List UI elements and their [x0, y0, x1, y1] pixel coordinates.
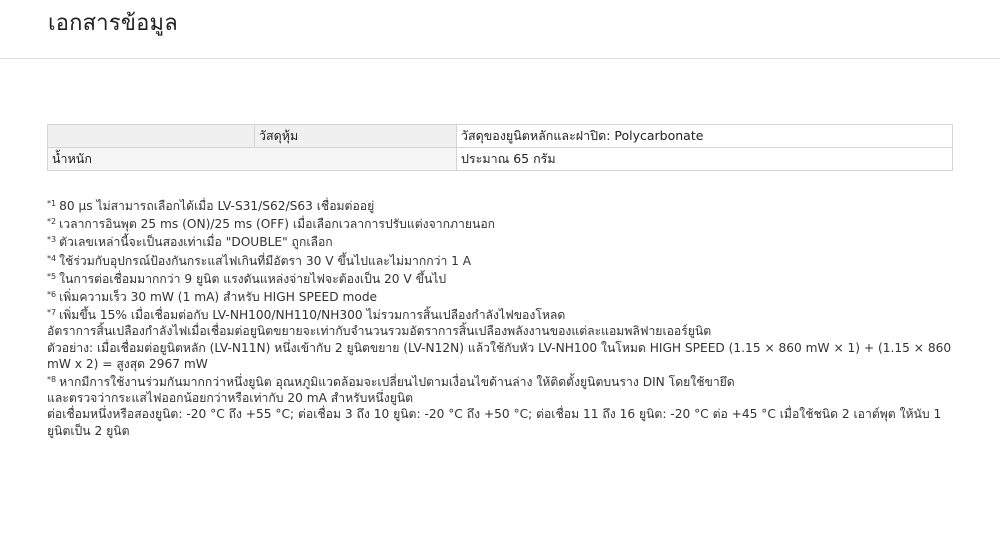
footnote-marker: *4 — [47, 253, 57, 263]
footnote-marker: *1 — [47, 199, 57, 208]
footnote-text: เวลาการอินพุต 25 ms (ON)/25 ms (OFF) เมื่อเลือกเวลาการปรับแต่งจากภายนอก — [59, 217, 496, 232]
footnote-text: อัตราการสิ้นเปลืองกำลังไฟเมื่อเชื่อมต่อยูนิตขยายจะเท่ากับจำนวนรวมอัตราการสิ้นเปลืองพลังงานของแต่ละแอมพลิฟายเออร์ยูนิต — [47, 324, 712, 339]
footnote — [47, 287, 953, 305]
footnote-text: ในการต่อเชื่อมมากกว่า 9 ยูนิต แรงดันแหล่งจ่ายไฟจะต้องเป็น 20 V ขึ้นไป — [59, 271, 447, 286]
footnote — [47, 251, 953, 269]
footnote — [47, 305, 953, 323]
footnote-text: 80 µs ไม่สามารถเลือกได้เมื่อ LV-S31/S62/S63 เชื่อมต่ออยู่ — [59, 199, 375, 213]
footnote-text: ตัวอย่าง: เมื่อเชื่อมต่อยูนิตหลัก (LV-N11N) หนึ่งเข้ากับ 2 ยูนิตขยาย (LV-N12N) แล้วใช้กับหัว LV-NH100 ในโหมด HIGH SPEED (1.15 × 860 mW × 1) + (1.15 × 860 mW x 2) = สูงสุด 2967 mW — [47, 340, 952, 371]
footnote-continuation — [47, 323, 953, 339]
spec-value: ประมาณ 65 กรัม — [457, 148, 953, 171]
footnote — [47, 196, 953, 214]
title-divider — [0, 58, 1000, 59]
footnote-marker: *2 — [47, 217, 57, 227]
spec-value: วัสดุของยูนิตหลักและฝาปิด: Polycarbonate — [457, 125, 953, 148]
footnote-marker: *8 — [47, 375, 57, 385]
footnote-text: ใช้ร่วมกับอุปกรณ์ป้องกันกระแสไฟเกินที่มีอัตรา 30 V ขึ้นไปและไม่มากกว่า 1 A — [59, 253, 472, 268]
footnote-marker: *7 — [47, 308, 57, 318]
footnote-continuation — [47, 340, 953, 372]
spec-table — [47, 124, 953, 171]
page-title: เอกสารข้อมูล — [48, 11, 178, 36]
footnote-text: เพิ่มขึ้น 15% เมื่อเชื่อมต่อกับ LV-NH100/NH110/NH300 ไม่รวมการสิ้นเปลืองกำลังไฟของโหลด — [59, 308, 566, 323]
table-row — [48, 125, 953, 148]
footnote-marker: *5 — [47, 271, 57, 281]
spec-sublabel: วัสดุหุ้ม — [255, 125, 457, 148]
footnote-continuation — [47, 390, 953, 406]
footnote-text: เพิ่มความเร็ว 30 mW (1 mA) สำหรับ HIGH SPEED mode — [59, 290, 378, 305]
spec-label — [48, 125, 255, 148]
table-row — [48, 148, 953, 171]
footnote — [47, 269, 953, 287]
footnote-text: และตรวจว่ากระแสไฟออกน้อยกว่าหรือเท่ากับ 20 mA สำหรับหนึ่งยูนิต — [47, 391, 414, 406]
spec-label: น้ำหนัก — [48, 148, 457, 171]
footnote-text: ตัวเลขเหล่านี้จะเป็นสองเท่าเมื่อ "DOUBLE" ถูกเลือก — [59, 235, 333, 250]
footnotes — [47, 196, 953, 439]
footnote-text: หากมีการใช้งานร่วมกันมากกว่าหนึ่งยูนิต อุณหภูมิแวดล้อมจะเปลี่ยนไปตามเงื่อนไขด้านล่าง ให้ติดตั้งยูนิตบนราง DIN โดยใช้ขายึด — [59, 375, 735, 390]
footnote — [47, 372, 953, 390]
footnote-marker: *6 — [47, 290, 57, 300]
footnote-continuation — [47, 406, 953, 438]
footnote-marker: *3 — [47, 235, 57, 245]
footnote — [47, 232, 953, 250]
footnote — [47, 214, 953, 232]
footnote-text: ต่อเชื่อมหนึ่งหรือสองยูนิต: -20 °C ถึง +55 °C; ต่อเชื่อม 3 ถึง 10 ยูนิต: -20 °C ถึง +50 °C; ต่อเชื่อม 11 ถึง 16 ยูนิต: -20 °C ต่อ +45 °C เมื่อใช้ชนิด 2 เอาต์พุต ให้นับ 1 ยูนิตเป็น 2 ยูนิต — [47, 407, 942, 438]
